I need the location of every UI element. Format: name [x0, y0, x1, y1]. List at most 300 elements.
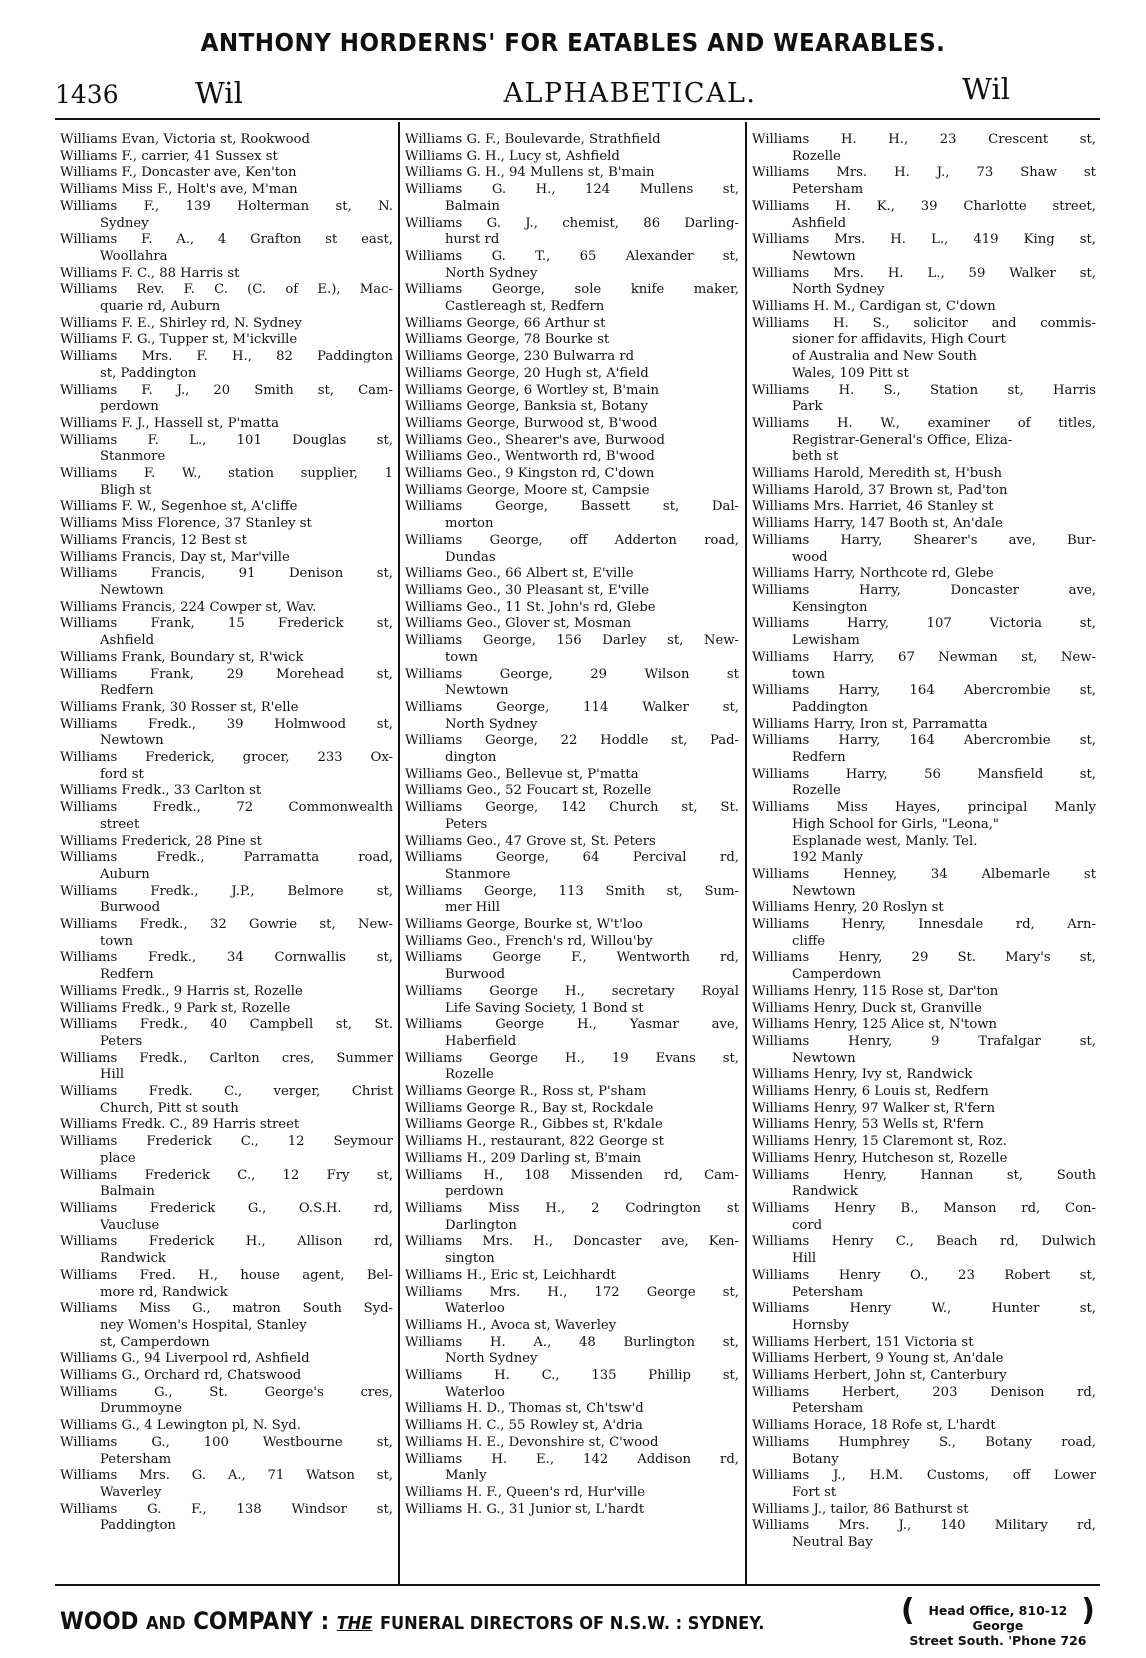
- directory-entry: [752, 683, 1096, 716]
- entry-continuation: perdown: [445, 1184, 504, 1200]
- entry-continuation: Paddington: [100, 1518, 176, 1534]
- directory-entry: [405, 834, 739, 851]
- entry-line: Williams H., Eric st, Leichhardt: [405, 1267, 616, 1283]
- entry-continuation: hurst rd: [445, 232, 500, 248]
- entry-line: Williams Geo., 30 Pleasant st, E'ville: [405, 582, 650, 598]
- entry-continuation: beth st: [792, 449, 839, 465]
- entry-continuation: 192 Manly: [792, 850, 863, 866]
- directory-entry: [60, 800, 393, 833]
- entry-line: Williams Henry, 115 Rose st, Dar'ton: [752, 983, 999, 999]
- entry-line: Williams George R., Bay st, Rockdale: [405, 1100, 654, 1116]
- directory-entry: [752, 1351, 1096, 1368]
- entry-continuation: morton: [445, 516, 494, 532]
- directory-entry: [60, 1234, 393, 1267]
- entry-line: Williams H. E., Devonshire st, C'wood: [405, 1434, 659, 1450]
- entry-continuation: Peters: [445, 816, 488, 832]
- entry-continuation: Balmain: [445, 198, 500, 214]
- directory-entry: [752, 132, 1096, 165]
- entry-line: Williams G., 94 Liverpool rd, Ashfield: [60, 1351, 310, 1367]
- entry-line: Williams Henry B., Manson rd, Con-: [752, 1201, 1096, 1216]
- right-guide-word: Wil: [962, 72, 1010, 106]
- entry-line: Williams F. E., Shirley rd, N. Sydney: [60, 315, 302, 331]
- entry-line: Williams George, 114 Walker st,: [405, 699, 739, 715]
- entry-line: Williams Henry C., Beach rd, Dulwich: [752, 1234, 1096, 1250]
- directory-entry: [752, 1418, 1096, 1435]
- footer-address: ( ) Head Office, 810-12 George Street South. 'Phone 726: [900, 1593, 1095, 1648]
- entry-line: Williams G., 100 Westbourne st,: [60, 1434, 393, 1450]
- directory-entry: [60, 650, 393, 667]
- directory-entry: [60, 383, 393, 416]
- directory-column-1: [60, 132, 393, 1535]
- entry-line: Williams H. C., 55 Rowley st, A'dria: [405, 1418, 643, 1434]
- entry-line: Williams George, 20 Hugh st, A'field: [405, 365, 649, 381]
- entry-continuation: Kensington: [792, 599, 868, 615]
- footer-the: THE: [336, 1613, 373, 1634]
- entry-line: Williams Henry, Duck st, Granville: [752, 1000, 982, 1016]
- directory-entry: [405, 466, 739, 483]
- entry-line: Williams George, Bassett st, Dal-: [405, 499, 739, 515]
- entry-continuation: Castlereagh st, Redfern: [445, 299, 605, 315]
- entry-line: Williams Francis, 12 Best st: [60, 532, 247, 548]
- directory-entry: [60, 132, 393, 149]
- directory-entry: [752, 1101, 1096, 1118]
- entry-line: Williams G., Orchard rd, Chatswood: [60, 1368, 302, 1384]
- entry-line: Williams Geo., 9 Kingston rd, C'down: [405, 466, 655, 482]
- entry-line: Williams Harry, Iron st, Parramatta: [752, 716, 988, 732]
- entry-line: Williams George, 64 Percival rd,: [405, 850, 739, 866]
- entry-continuation: Redfern: [100, 683, 154, 699]
- entry-line: Williams Henry O., 23 Robert st,: [752, 1267, 1096, 1283]
- entry-line: Williams Mrs. F. H., 82 Paddington: [60, 349, 393, 365]
- directory-column-3: [752, 132, 1096, 1552]
- entry-line: Williams F. J., 20 Smith st, Cam-: [60, 382, 393, 398]
- entry-continuation: Botany: [792, 1451, 839, 1467]
- entry-line: Williams Geo., Wentworth rd, B'wood: [405, 449, 655, 465]
- directory-entry: [752, 199, 1096, 232]
- entry-line: Williams Herbert, John st, Canterbury: [752, 1368, 1007, 1384]
- entry-line: Williams Henry, 29 St. Mary's st,: [752, 950, 1096, 966]
- directory-entry: [752, 165, 1096, 198]
- directory-entry: [405, 884, 739, 917]
- entry-line: Williams H. H., 23 Crescent st,: [752, 132, 1096, 147]
- entry-line: Williams G. H., 94 Mullens st, B'main: [405, 165, 655, 181]
- entry-line: Williams Geo., 47 Grove st, St. Peters: [405, 833, 656, 849]
- entry-continuation: Park: [792, 399, 823, 415]
- directory-entry: [405, 767, 739, 784]
- entry-continuation: Peters: [100, 1033, 143, 1049]
- directory-entry: [405, 600, 739, 617]
- entry-line: Williams Harry, 56 Mansfield st,: [752, 766, 1096, 782]
- directory-entry: [60, 1001, 393, 1018]
- entry-continuation: town: [445, 649, 479, 665]
- entry-line: Williams Mrs. Harriet, 46 Stanley st: [752, 499, 994, 515]
- directory-entry: [405, 165, 739, 182]
- entry-continuation: street: [100, 816, 140, 832]
- directory-entry: [752, 1502, 1096, 1519]
- directory-entry: [405, 633, 739, 666]
- directory-entry: [60, 282, 393, 315]
- entry-line: Williams Miss H., 2 Codrington st: [405, 1201, 739, 1216]
- entry-line: Williams George, Burwood st, B'wood: [405, 415, 658, 431]
- entry-line: Williams Henney, 34 Albemarle st: [752, 866, 1096, 882]
- entry-line: Williams George, 6 Wortley st, B'main: [405, 382, 660, 398]
- directory-entry: [60, 1134, 393, 1167]
- directory-entry: [405, 733, 739, 766]
- entry-continuation: Petersham: [792, 1401, 864, 1417]
- entry-continuation: Petersham: [792, 182, 864, 198]
- entry-line: Williams H., Avoca st, Waverley: [405, 1317, 617, 1333]
- directory-entry: [752, 717, 1096, 734]
- directory-entry: [60, 199, 393, 232]
- entry-line: Williams F. C., 88 Harris st: [60, 265, 240, 281]
- entry-continuation: Stanmore: [100, 449, 166, 465]
- entry-line: Williams G. H., Lucy st, Ashfield: [405, 148, 620, 164]
- directory-entry: [60, 499, 393, 516]
- directory-entry: [752, 1067, 1096, 1084]
- directory-entry: [752, 1151, 1096, 1168]
- entry-line: Williams Francis, 91 Denison st,: [60, 566, 393, 582]
- entry-continuation: cord: [792, 1217, 823, 1233]
- entry-line: Williams Frederick, 28 Pine st: [60, 833, 262, 849]
- directory-entry: [60, 1268, 393, 1301]
- directory-entry: [60, 616, 393, 649]
- entry-continuation: Auburn: [100, 866, 150, 882]
- entry-line: Williams Frederick C., 12 Fry st,: [60, 1167, 393, 1183]
- directory-entry: [405, 433, 739, 450]
- entry-line: Williams Henry, 6 Louis st, Redfern: [752, 1084, 989, 1100]
- directory-entry: [405, 499, 739, 532]
- entry-continuation: Randwick: [100, 1251, 166, 1267]
- entry-continuation: Randwick: [792, 1184, 858, 1200]
- entry-line: Williams Geo., Bellevue st, P'matta: [405, 766, 639, 782]
- entry-continuation: quarie rd, Auburn: [100, 299, 221, 315]
- entry-line: Williams Fredk. C., 89 Harris street: [60, 1117, 300, 1133]
- entry-continuation: mer Hill: [445, 900, 500, 916]
- entry-continuation: Waterloo: [445, 1301, 505, 1317]
- entry-line: Williams G. J., chemist, 86 Darling-: [405, 215, 739, 231]
- directory-entry: [60, 834, 393, 851]
- entry-continuation: Burwood: [100, 900, 161, 916]
- directory-entry: [405, 1117, 739, 1134]
- directory-entry: [752, 516, 1096, 533]
- entry-continuation: st, Paddington: [100, 365, 197, 381]
- entry-line: Williams Harold, Meredith st, H'bush: [752, 466, 1003, 482]
- footer-rule: [55, 1584, 1100, 1586]
- directory-entry: [405, 1368, 739, 1401]
- section-title: ALPHABETICAL.: [503, 78, 757, 109]
- directory-entry: [60, 149, 393, 166]
- footer-company: WOOD: [60, 1607, 139, 1635]
- directory-entry: [405, 1452, 739, 1485]
- directory-entry: [752, 1468, 1096, 1501]
- entry-line: Williams Fredk., 9 Harris st, Rozelle: [60, 983, 303, 999]
- entry-continuation: Hornsby: [792, 1317, 849, 1333]
- directory-entry: [405, 132, 739, 149]
- entry-continuation: Rozelle: [445, 1067, 494, 1083]
- entry-line: Williams George, 22 Hoddle st, Pad-: [405, 733, 739, 749]
- entry-line: Williams Henry, Innesdale rd, Arn-: [752, 917, 1096, 933]
- entry-line: Williams George, 142 Church st, St.: [405, 800, 739, 816]
- directory-entry: [405, 984, 739, 1017]
- entry-line: Williams F., carrier, 41 Sussex st: [60, 148, 278, 164]
- entry-line: Williams F. A., 4 Grafton st east,: [60, 232, 393, 248]
- directory-entry: [60, 1017, 393, 1050]
- entry-continuation: Life Saving Society, 1 Bond st: [445, 1000, 644, 1016]
- directory-entry: [405, 917, 739, 934]
- entry-continuation: Waterloo: [445, 1384, 505, 1400]
- directory-entry: [752, 984, 1096, 1001]
- entry-line: Williams G., St. George's cres,: [60, 1384, 393, 1400]
- directory-entry: [752, 1084, 1096, 1101]
- entry-line: Williams F. W., station supplier, 1: [60, 466, 393, 482]
- entry-continuation: sington: [445, 1251, 495, 1267]
- entry-line: Williams George, Banksia st, Botany: [405, 399, 648, 415]
- directory-entry: [405, 1318, 739, 1335]
- directory-entry: [405, 1017, 739, 1050]
- directory-entry: [752, 299, 1096, 316]
- entry-continuation: North Sydney: [445, 716, 538, 732]
- entry-line: Williams Mrs. G. A., 71 Watson st,: [60, 1468, 393, 1484]
- directory-entry: [405, 566, 739, 583]
- entry-continuation: Petersham: [792, 1284, 864, 1300]
- entry-continuation: Newtown: [100, 582, 164, 598]
- directory-entry: [405, 1101, 739, 1118]
- entry-line: Williams Francis, 224 Cowper st, Wav.: [60, 599, 317, 615]
- entry-line: Williams Miss Florence, 37 Stanley st: [60, 516, 312, 532]
- directory-entry: [405, 1285, 739, 1318]
- entry-line: Williams Mrs. H., Doncaster ave, Ken-: [405, 1234, 739, 1250]
- directory-entry: [60, 433, 393, 466]
- directory-entry: [405, 1485, 739, 1502]
- entry-line: Williams Henry, 20 Roslyn st: [752, 900, 944, 916]
- entry-line: Williams Frederick G., O.S.H. rd,: [60, 1201, 393, 1216]
- entry-line: Williams Herbert, 151 Victoria st: [752, 1334, 974, 1350]
- entry-line: Williams G. F., Boulevarde, Strathfield: [405, 132, 661, 147]
- entry-continuation: dington: [445, 750, 497, 766]
- entry-continuation: Neutral Bay: [792, 1535, 873, 1551]
- entry-line: Williams H. D., Thomas st, Ch'tsw'd: [405, 1401, 644, 1417]
- directory-entry: [60, 466, 393, 499]
- directory-entry: [405, 783, 739, 800]
- directory-entry: [752, 1385, 1096, 1418]
- directory-entry: [60, 566, 393, 599]
- entry-line: Williams Fredk., 40 Campbell st, St.: [60, 1017, 393, 1033]
- entry-line: Williams Herbert, 203 Denison rd,: [752, 1384, 1096, 1400]
- entry-continuation: Balmain: [100, 1184, 155, 1200]
- directory-entry: [752, 383, 1096, 416]
- entry-continuation: Hill: [792, 1251, 817, 1267]
- entry-continuation: Newtown: [792, 248, 856, 264]
- directory-entry: [405, 1335, 739, 1368]
- entry-continuation: Registrar-General's Office, Eliza-: [792, 432, 1013, 448]
- column-divider-1: [398, 122, 400, 1584]
- directory-entry: [405, 1268, 739, 1285]
- directory-entry: [752, 1034, 1096, 1067]
- entry-continuation: Newtown: [100, 733, 164, 749]
- entry-line: Williams F. G., Tupper st, M'ickville: [60, 332, 298, 348]
- entry-continuation: Church, Pitt st south: [100, 1100, 239, 1116]
- entry-continuation: town: [792, 666, 826, 682]
- entry-continuation: ford st: [100, 766, 144, 782]
- directory-entry: [405, 533, 739, 566]
- directory-entry: [752, 1001, 1096, 1018]
- directory-entry: [60, 416, 393, 433]
- entry-continuation: cliffe: [792, 933, 825, 949]
- directory-entry: [752, 733, 1096, 766]
- directory-entry: [405, 249, 739, 282]
- directory-entry: [60, 266, 393, 283]
- entry-line: Williams Frederick C., 12 Seymour: [60, 1134, 393, 1150]
- directory-entry: [752, 266, 1096, 299]
- entry-line: Williams Fredk. C., verger, Christ: [60, 1084, 393, 1100]
- directory-entry: [752, 867, 1096, 900]
- entry-line: Williams George, 29 Wilson st: [405, 666, 739, 682]
- entry-continuation: wood: [792, 549, 828, 565]
- directory-entry: [752, 650, 1096, 683]
- directory-entry: [405, 1051, 739, 1084]
- directory-entry: [405, 282, 739, 315]
- entry-line: Williams Frank, 15 Frederick st,: [60, 616, 393, 632]
- directory-entry: [60, 950, 393, 983]
- entry-line: Williams J., H.M. Customs, off Lower: [752, 1468, 1096, 1484]
- entry-line: Williams Horace, 18 Rofe st, L'hardt: [752, 1418, 996, 1434]
- entry-line: Williams H. C., 135 Phillip st,: [405, 1368, 739, 1384]
- directory-entry: [60, 1117, 393, 1134]
- entry-continuation: Newtown: [792, 1050, 856, 1066]
- directory-entry: [60, 533, 393, 550]
- column-divider-2: [745, 122, 747, 1584]
- directory-entry: [752, 1518, 1096, 1551]
- entry-line: Williams Harry, Doncaster ave,: [752, 582, 1096, 598]
- directory-entry: [60, 783, 393, 800]
- directory-entry: [405, 216, 739, 249]
- entry-line: Williams Mrs. J., 140 Military rd,: [752, 1518, 1096, 1534]
- directory-entry: [60, 700, 393, 717]
- directory-entry: [752, 533, 1096, 566]
- entry-line: Williams H. W., examiner of titles,: [752, 415, 1096, 431]
- entry-continuation: Ashfield: [100, 633, 155, 649]
- entry-line: Williams G. T., 65 Alexander st,: [405, 248, 739, 264]
- entry-line: Williams Frank, 30 Rosser st, R'elle: [60, 699, 299, 715]
- entry-continuation: Ashfield: [792, 215, 847, 231]
- entry-line: Williams George H., 19 Evans st,: [405, 1050, 739, 1066]
- entry-line: Williams Fredk., 9 Park st, Rozelle: [60, 1000, 291, 1016]
- entry-continuation: Woollahra: [100, 248, 168, 264]
- entry-line: Williams Henry, Hutcheson st, Rozelle: [752, 1150, 1008, 1166]
- entry-continuation: ney Women's Hospital, Stanley: [100, 1317, 307, 1333]
- entry-line: Williams George H., Yasmar ave,: [405, 1017, 739, 1033]
- directory-entry: [60, 667, 393, 700]
- entry-continuation: more rd, Randwick: [100, 1284, 228, 1300]
- entry-continuation: North Sydney: [445, 1351, 538, 1367]
- directory-entry: [60, 1435, 393, 1468]
- directory-entry: [405, 1435, 739, 1452]
- directory-entry: [405, 1234, 739, 1267]
- footer-address-line-1: Head Office, 810-12 George: [928, 1603, 1068, 1633]
- entry-line: Williams Henry, Ivy st, Randwick: [752, 1067, 973, 1083]
- directory-entry: [60, 850, 393, 883]
- directory-entry: [405, 850, 739, 883]
- entry-continuation: Dundas: [445, 549, 496, 565]
- directory-entry: [60, 1385, 393, 1418]
- directory-entry: [60, 884, 393, 917]
- entry-line: Williams H. S., solicitor and commis-: [752, 315, 1096, 331]
- directory-entry: [60, 1418, 393, 1435]
- entry-line: Williams Miss Hayes, principal Manly: [752, 800, 1096, 816]
- entry-line: Williams H. M., Cardigan st, C'down: [752, 299, 996, 315]
- left-guide-word: Wil: [195, 76, 243, 110]
- entry-line: Williams George, 78 Bourke st: [405, 332, 610, 348]
- entry-continuation: sioner for affidavits, High Court: [792, 332, 1006, 348]
- entry-continuation: Wales, 109 Pitt st: [792, 365, 909, 381]
- entry-line: Williams H., 108 Missenden rd, Cam-: [405, 1167, 739, 1183]
- footer-company-line: [60, 1607, 764, 1635]
- entry-line: Williams F., Doncaster ave, Ken'ton: [60, 165, 297, 181]
- directory-entry: [60, 1351, 393, 1368]
- entry-line: Williams G., 4 Lewington pl, N. Syd.: [60, 1418, 301, 1434]
- entry-line: Williams F. W., Segenhoe st, A'cliffe: [60, 499, 298, 515]
- entry-line: Williams G. H., 124 Mullens st,: [405, 182, 739, 198]
- directory-entry: [405, 182, 739, 215]
- footer-and: AND: [146, 1613, 186, 1634]
- directory-entry: [405, 399, 739, 416]
- entry-line: Williams H. F., Queen's rd, Hur'ville: [405, 1484, 646, 1500]
- directory-entry: [752, 416, 1096, 466]
- entry-continuation: perdown: [100, 399, 159, 415]
- directory-entry: [752, 1268, 1096, 1301]
- directory-entry: [752, 616, 1096, 649]
- entry-line: Williams Evan, Victoria st, Rookwood: [60, 132, 310, 147]
- entry-line: Williams Harry, 67 Newman st, New-: [752, 649, 1096, 665]
- entry-line: Williams Miss F., Holt's ave, M'man: [60, 182, 298, 198]
- entry-line: Williams Henry, 97 Walker st, R'fern: [752, 1100, 995, 1116]
- entry-line: Williams Fredk., 32 Gowrie st, New-: [60, 917, 393, 933]
- entry-line: Williams George, off Adderton road,: [405, 532, 739, 548]
- directory-entry: [405, 1401, 739, 1418]
- entry-continuation: Rozelle: [792, 148, 841, 164]
- entry-line: Williams Henry, Hannan st, South: [752, 1167, 1096, 1183]
- footer-tagline: FUNERAL DIRECTORS OF N.S.W. : SYDNEY.: [379, 1613, 765, 1634]
- entry-line: Williams Geo., 11 St. John's rd, Glebe: [405, 599, 656, 615]
- entry-continuation: Waverley: [100, 1484, 162, 1500]
- entry-line: Williams Frank, Boundary st, R'wick: [60, 649, 304, 665]
- directory-entry: [405, 1084, 739, 1101]
- page-header: [55, 72, 1100, 114]
- directory-entry: [752, 316, 1096, 383]
- directory-entry: [60, 550, 393, 567]
- entry-continuation: Drummoyne: [100, 1401, 183, 1417]
- entry-line: Williams Frederick H., Allison rd,: [60, 1234, 393, 1250]
- entry-continuation: Haberfield: [445, 1033, 517, 1049]
- directory-entry: [752, 900, 1096, 917]
- directory-entry: [60, 1201, 393, 1234]
- directory-entry: [60, 1084, 393, 1117]
- entry-line: Williams George, Bourke st, W't'loo: [405, 917, 643, 933]
- entry-line: Williams Mrs. H. L., 419 King st,: [752, 232, 1096, 248]
- entry-continuation: Fort st: [792, 1484, 837, 1500]
- directory-entry: [752, 566, 1096, 583]
- entry-line: Williams Frederick, grocer, 233 Ox-: [60, 750, 393, 766]
- entry-line: Williams Henry, 9 Trafalgar st,: [752, 1033, 1096, 1049]
- directory-entry: [405, 950, 739, 983]
- entry-continuation: Esplanade west, Manly. Tel.: [792, 833, 978, 849]
- directory-entry: [752, 483, 1096, 500]
- entry-line: Williams George, 113 Smith st, Sum-: [405, 883, 739, 899]
- directory-entry: [405, 1134, 739, 1151]
- directory-entry: [405, 1418, 739, 1435]
- entry-line: Williams George, 156 Darley st, New-: [405, 633, 739, 649]
- entry-line: Williams Fredk., 34 Cornwallis st,: [60, 950, 393, 966]
